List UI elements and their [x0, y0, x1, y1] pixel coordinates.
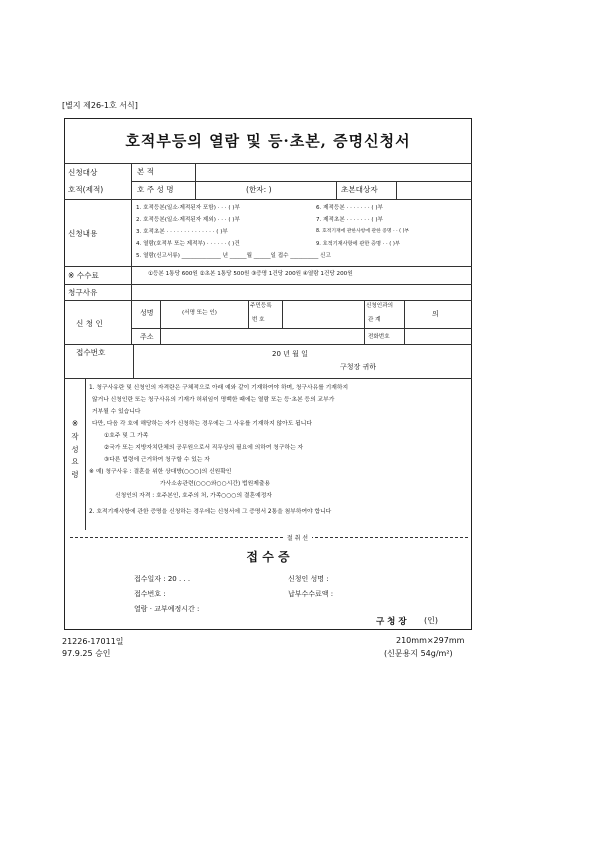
form-title: 호적부등의 열람 및 등·초본, 증명신청서: [125, 132, 411, 150]
applicant-name-label: 성명: [140, 309, 154, 317]
paper-size: 210mm×297mm: [396, 636, 465, 645]
content-item[interactable]: 6. 제적등본 · · · · · · · ( )부: [316, 205, 383, 211]
content-item[interactable]: 8. 호적기재에 관한사항에 관한 증명 · · ( )부: [316, 229, 410, 234]
addressee: 구청장 귀하: [340, 363, 377, 371]
phone-label: 전화번호: [368, 334, 390, 340]
target-label: 신청대상: [68, 168, 98, 177]
col-divider: [364, 300, 365, 344]
received-date[interactable]: 접수일자 : 20 . . .: [134, 575, 191, 583]
visit-time[interactable]: 열람 · 교부예정시간 :: [134, 605, 200, 613]
receipt-applicant-name[interactable]: 신청인 성명 :: [288, 575, 329, 583]
fee-amount[interactable]: 납부수수료액 :: [288, 590, 334, 598]
row-divider: [64, 199, 472, 200]
col-divider: [248, 300, 249, 328]
note-line: ①호주 및 그 가족: [104, 433, 149, 439]
receipt-no-label: 접수번호: [76, 348, 106, 357]
honjeok-label: 본 적: [137, 167, 155, 176]
rrn-label: 번 호: [252, 317, 265, 323]
phone-field[interactable]: [405, 328, 472, 344]
hanja-field[interactable]: (한자: ): [246, 185, 272, 194]
note-line: 신청인의 자격 : 호주본인, 호주의 처, 가족○○○의 결혼예정자: [115, 493, 272, 499]
fee-text: ①등본 1통당 600원 ②초본 1통당 500원 ③증명 1건당 200원 ④열람 1건당 200원: [148, 271, 353, 277]
hoju-name-label: 호 주 성 명: [137, 185, 174, 194]
content-item[interactable]: 3. 호적초본 · · · · · · · · · · · · · · ( )부: [136, 229, 228, 235]
honjeok-field[interactable]: [196, 163, 472, 181]
reason-label: 청구사유: [68, 288, 98, 297]
col-divider: [85, 378, 86, 530]
receipt-number[interactable]: 접수번호 :: [134, 590, 166, 598]
content-label: 신청내용: [68, 229, 98, 238]
note-line: 다만, 다음 각 호에 해당하는 자가 신청하는 경우에는 그 사유를 기재하지 않아도 됩니다: [92, 421, 312, 427]
rrn-field[interactable]: [283, 300, 364, 328]
receipt-title: 접 수 증: [246, 550, 290, 564]
note-line: 거부될 수 있습니다: [92, 409, 141, 415]
content-item[interactable]: 1. 호적등본(일소·제적된자 포함) · · · ( )부: [136, 205, 240, 211]
relation-label: 관 계: [368, 317, 381, 323]
fee-label: ※ 수수료: [68, 271, 99, 280]
choban-target-label: 초본대상자: [341, 185, 378, 194]
form-id: [별지 제26-1호 서식]: [62, 101, 138, 110]
form-code: 21226-17011일: [62, 637, 124, 646]
address-field[interactable]: [161, 328, 364, 344]
row-divider: [64, 344, 472, 345]
note-line: 않거나 신청인란 또는 청구사유의 기재가 허위임이 명백한 때에는 열람 또는 등·초본 등의 교부가: [92, 397, 335, 403]
note-line: ③다른 법령에 근거하여 청구할 수 있는 자: [104, 457, 210, 463]
rrn-label: 주민등록: [250, 303, 272, 309]
target-label: 호적(제적): [68, 185, 104, 194]
col-divider: [336, 181, 337, 199]
paper-type: (신문용지 54g/m²): [384, 649, 453, 658]
approval-date: 97.9.25 승인: [62, 649, 111, 658]
content-item[interactable]: 4. 열람(호적부 또는 제적부) · · · · · · ( )건: [136, 241, 240, 247]
applicant-label: 신 청 인: [76, 319, 103, 328]
notes-label: ※ 작 성 요 령: [71, 419, 79, 479]
content-item[interactable]: 7. 제적초본 · · · · · · · ( )부: [316, 217, 383, 223]
note-line: ※ 예) 청구사유 : 결혼을 위한 상대방(○○○)의 신원확인: [89, 469, 232, 475]
col-divider: [131, 163, 132, 344]
note-line: 1. 청구사유란 및 신청인의 자격란은 구체적으로 아래 예와 같이 기재하여야 하며, 청구사유를 기재하지: [89, 385, 349, 391]
relation-label: 신청인과의: [366, 303, 394, 309]
note-line: 2. 호적기재사항에 관한 증명을 신청하는 경우에는 신청서에 그 증명서 2통을 첨부하여야 합니다: [89, 509, 332, 515]
apply-date[interactable]: 20 년 월 일: [272, 350, 308, 358]
choban-target-field[interactable]: [397, 181, 472, 199]
relation-field[interactable]: 의: [432, 310, 439, 318]
content-item[interactable]: 9. 호적기재사항에 관한 증명 · · ( )부: [316, 241, 400, 247]
address-label: 주소: [140, 333, 154, 341]
reason-field[interactable]: [132, 284, 472, 300]
issuer: 구 청 장: [376, 617, 407, 627]
row-divider: [64, 266, 472, 267]
applicant-sign[interactable]: (서명 또는 인): [182, 310, 217, 316]
row-divider: [64, 300, 472, 301]
content-item[interactable]: 2. 호적등본(일소·제적된자 제외) · · · ( )부: [136, 217, 240, 223]
content-item[interactable]: 5. 열람(신고서류) ______________ 년 ______월 ______일 접수 __________ 신고: [136, 253, 331, 259]
cut-line-label: 절 취 선: [0, 533, 595, 542]
col-divider: [133, 344, 134, 378]
seal: (인): [424, 616, 438, 625]
note-line: 가사소송관련(○○○와○○시간) 법원제출용: [160, 481, 271, 487]
row-divider: [64, 378, 472, 379]
note-line: ②국가 또는 지방자치단체의 공무원으로서 직무상의 필요에 의하여 청구하는 자: [104, 445, 304, 451]
